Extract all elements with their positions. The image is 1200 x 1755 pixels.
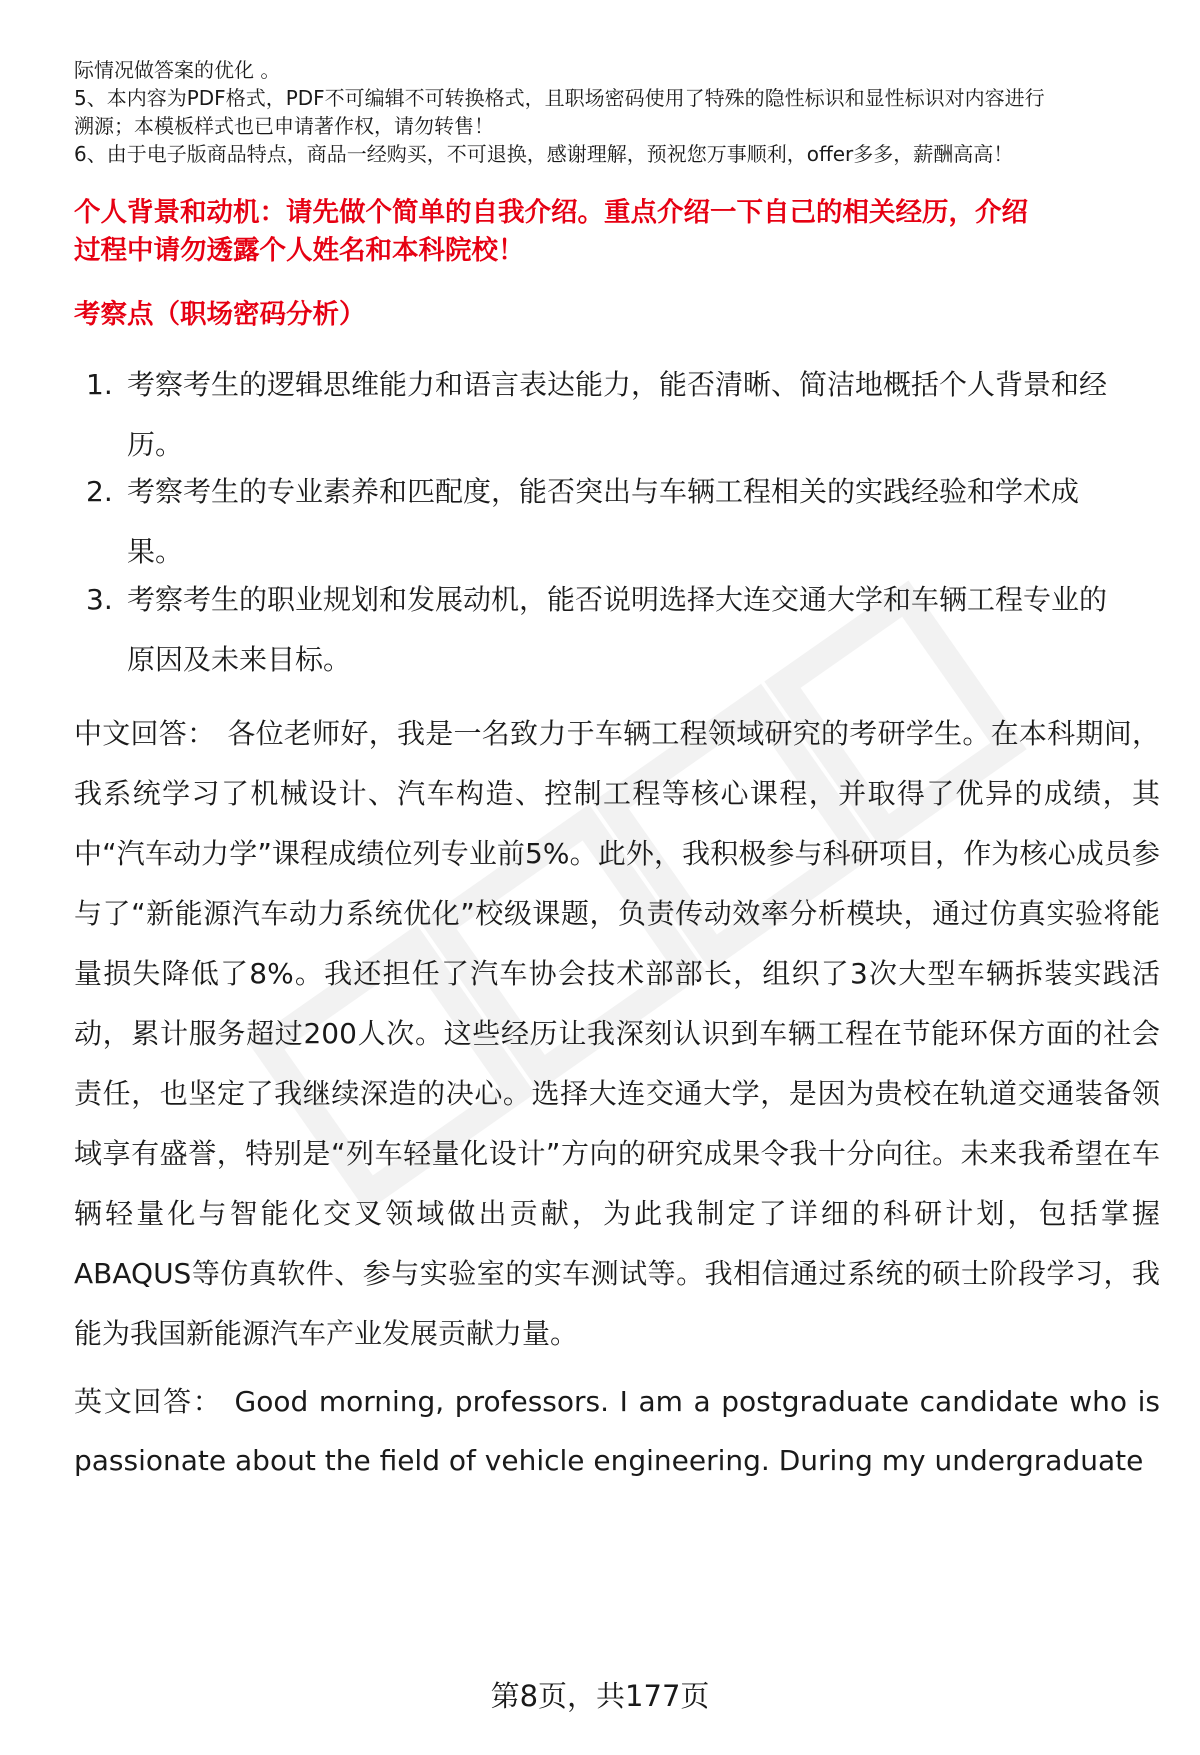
analysis-heading: 考察点（职场密码分析） bbox=[74, 299, 366, 330]
notice-line-4: 6、由于电子版商品特点，商品一经购买，不可退换，感谢理解，预祝您万事顺利，offer多多，薪酬高高！ bbox=[74, 142, 1014, 166]
chinese-answer-text: 各位老师好，我是一名致力于车辆工程领域研究的考研学生。在本科期间，我系统学习了机械设计、汽车构造、控制工程等核心课程，并取得了优异的成绩，其中“汽车动力学”课程成绩位列专业前5%。此外，我积极参与科研项目，作为核心成员参与了“新能源汽车动力系统优化”校级课题，负责传动效率分析模块，通过仿真实验将能量损失降低了8%。我还担任了汽车协会技术部部长，组织了3次大型车辆拆装实践活动，累计服务超过200人次。这些经历让我深刻认识到车辆工程在节能环保方面的社会责任，也坚定了我继续深造的决心。选择大连交通大学，是因为贵校在轨道交通装备领域享有盛誉，特别是“列车轻量化设计”方向的研究成果令我十分向往。未来我希望在车辆轻量化与智能化交叉领域做出贡献，为此我制定了详细的科研计划，包括掌握ABAQUS等仿真软件、参与实验室的实车测试等。我相信通过系统的硕士阶段学习，我能为我国新能源汽车产业发展贡献力量。 bbox=[74, 717, 1160, 1350]
analysis-item-2-text: 考察考生的专业素养和匹配度，能否突出与车辆工程相关的实践经验和学术成果。 bbox=[127, 475, 1080, 568]
chinese-answer bbox=[74, 704, 1160, 1364]
english-answer bbox=[74, 1372, 1160, 1490]
notice-line-2: 5、本内容为PDF格式，PDF不可编辑不可转换格式，且职场密码使用了特殊的隐性标识和显性标识对内容进行 bbox=[74, 86, 1045, 110]
notice-line-1: 际情况做答案的优化 。 bbox=[74, 58, 281, 82]
english-answer-label: 英文回答： bbox=[74, 1385, 223, 1418]
analysis-item-3-number: 3. bbox=[86, 583, 113, 616]
english-answer-text: Good morning, professors. I am a postgraduate candidate who is passionate about the field of vehicle engineering. During my undergraduate bbox=[74, 1385, 1160, 1477]
document-page bbox=[74, 0, 1160, 1755]
question-title-line-1: 个人背景和动机：请先做个简单的自我介绍。重点介绍一下自己的相关经历，介绍 bbox=[74, 197, 1028, 228]
analysis-item-2-number: 2. bbox=[86, 475, 113, 508]
question-title-line-2: 过程中请勿透露个人姓名和本科院校！ bbox=[74, 235, 525, 266]
notice-line-3: 溯源；本模板样式也已申请著作权，请勿转售！ bbox=[74, 114, 494, 138]
analysis-item-1-number: 1. bbox=[86, 368, 113, 401]
analysis-item-1-text: 考察考生的逻辑思维能力和语言表达能力，能否清晰、简洁地概括个人背景和经历。 bbox=[127, 368, 1108, 461]
analysis-item-3-text: 考察考生的职业规划和发展动机，能否说明选择大连交通大学和车辆工程专业的原因及未来目标。 bbox=[127, 583, 1108, 676]
page-number-footer: 第8页，共177页 bbox=[490, 1679, 710, 1713]
chinese-answer-label: 中文回答： bbox=[74, 717, 216, 750]
